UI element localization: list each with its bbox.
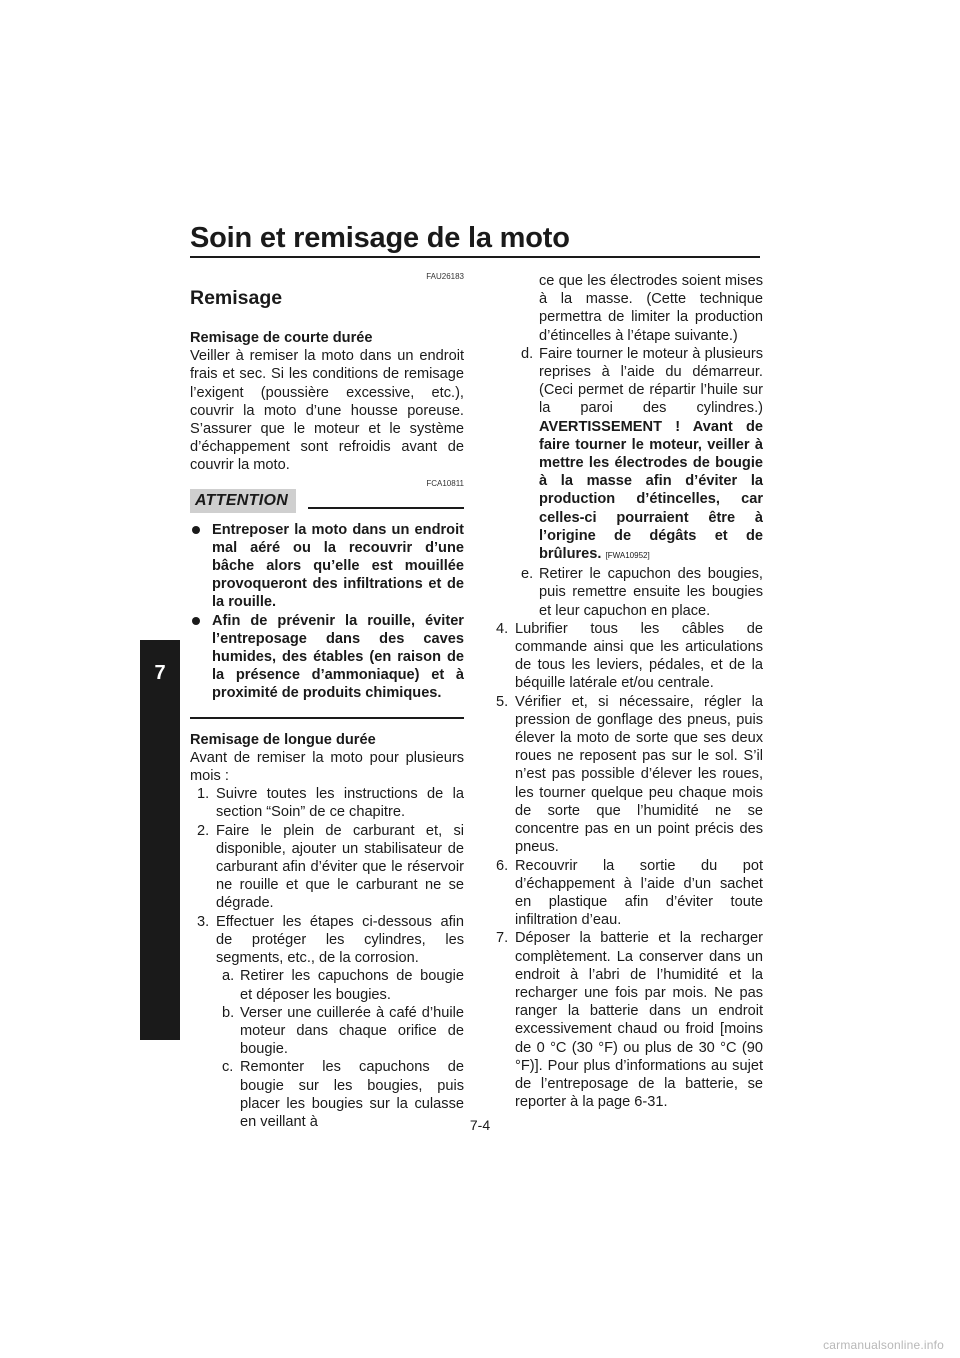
step-text: Déposer la batterie et la recharger complètement. La conserver dans un endroit à l’abri de l’humidité et la recharger une fois par mois. Ne pas ranger la batterie dans un endroit excessivement chaud ou froid [moins de 0 °C (30 °F) ou plus de 30 °C (90 °F)]. Pour plus d’informations au sujet de l’entreposage de la batterie, se reporter à la page 6-31. bbox=[515, 930, 763, 1111]
warning-code: [FWA10952] bbox=[605, 551, 650, 561]
substep-c-continued bbox=[489, 272, 763, 345]
chapter-tab: 7 bbox=[140, 640, 180, 1040]
step-number: 3. bbox=[197, 913, 210, 930]
step-2 bbox=[190, 822, 464, 913]
substep-letter: d. bbox=[521, 345, 534, 362]
step-number: 1. bbox=[197, 786, 210, 803]
warning-text: AVERTISSEMENT ! Avant de faire tourner le moteur, veiller à mettre les électrodes de bougie à la masse afin d’éviter la production d’étincelles, car celles-ci pourraient être à l’origine de dégâts et de brûlures. bbox=[539, 418, 763, 563]
substep-text: Retirer les capuchons de bougie et déposer les bougies. bbox=[240, 968, 464, 1003]
step-number: 7. bbox=[496, 930, 509, 947]
attention-label: ATTENTION bbox=[190, 489, 296, 513]
substep-text: Retirer le capuchon des bougies, puis remettre ensuite les bougies et leur capuchon en place. bbox=[539, 566, 763, 619]
attention-item: Afin de prévenir la rouille, éviter l’entreposage dans des caves humides, des étables (en raison de la présence d’ammoniaque) et à proximité de produits chimiques. bbox=[190, 612, 464, 703]
step-text: Recouvrir la sortie du pot d’échappement à l’aide d’un sachet en plastique afin d’éviter toute infiltration d’eau. bbox=[515, 857, 763, 929]
attention-rule bbox=[308, 507, 464, 509]
substep-letter: e. bbox=[521, 566, 534, 583]
step-text: Suivre toutes les instructions de la section “Soin” de ce chapitre. bbox=[216, 786, 464, 821]
step-1 bbox=[190, 785, 464, 821]
short-storage-text: Veiller à remiser la moto dans un endroit frais et sec. Si les conditions de remisage l’exigent (poussière excessive, etc.), couvrir la moto d’une housse poreuse. S’assurer que le moteur et le système d’échappement sont refroidis avant de couvrir la moto. bbox=[190, 348, 464, 474]
substep-d bbox=[489, 345, 763, 565]
left-column bbox=[190, 272, 464, 1131]
attention-box bbox=[190, 489, 464, 719]
step-6 bbox=[489, 857, 763, 930]
footer-watermark-link[interactable]: carmanualsonline.info bbox=[823, 1338, 944, 1352]
attention-list bbox=[190, 521, 464, 703]
substep-text: Faire tourner le moteur à plusieurs reprises à l’aide du démarreur. (Ceci permet de répartir l’huile sur la paroi des cylindres.) bbox=[539, 345, 763, 417]
step-text: Vérifier et, si nécessaire, régler la pression de gonflage des pneus, puis élever la moto de sorte que ses deux roues ne reposent pas sur le sol. S’il n’est pas possible d’élever les roues, les tourner quelque peu chaque mois de sorte que l’humidité ne se concentre pas en un point précis des pneus. bbox=[515, 693, 763, 856]
section-code: FAU26183 bbox=[426, 272, 464, 281]
step-number: 5. bbox=[496, 693, 509, 710]
step-number: 2. bbox=[197, 822, 210, 839]
substep-e bbox=[489, 565, 763, 620]
attention-item: Entreposer la moto dans un endroit mal aéré ou la recouvrir d’une bâche alors qu’elle est mouillée provoqueront des infiltrations et de la rouille. bbox=[190, 521, 464, 612]
section-title: Remisage bbox=[190, 287, 283, 309]
attention-end-rule bbox=[190, 717, 464, 719]
step-number: 4. bbox=[496, 620, 509, 637]
substep-text: Remonter les capuchons de bougie sur les bougies, puis placer les bougies sur la culasse en veillant à bbox=[240, 1059, 464, 1130]
long-storage-heading: Remisage de longue durée bbox=[190, 731, 376, 748]
substep-letter: a. bbox=[222, 968, 235, 985]
long-storage-intro: Avant de remiser la moto pour plusieurs mois : bbox=[190, 749, 464, 785]
step-number: 6. bbox=[496, 857, 509, 874]
step-text: Effectuer les étapes ci-dessous afin de protéger les cylindres, les segments, etc., de la corrosion. bbox=[216, 913, 464, 967]
right-column bbox=[489, 272, 763, 1111]
step-text: Faire le plein de carburant et, si disponible, ajouter un stabilisateur de carburant afin d’éviter que le réservoir ne rouille et que le carburant ne se dégrade. bbox=[216, 822, 464, 912]
attention-header bbox=[190, 489, 464, 513]
substep-text: Verser une cuillerée à café d’huile moteur dans chaque orifice de bougie. bbox=[240, 1004, 464, 1058]
title-rule bbox=[190, 256, 760, 258]
step-5 bbox=[489, 693, 763, 857]
substep-a bbox=[190, 967, 464, 1003]
substep-letter: c. bbox=[222, 1059, 234, 1076]
step-7 bbox=[489, 929, 763, 1111]
step-4 bbox=[489, 620, 763, 693]
page-number: 7-4 bbox=[469, 1117, 491, 1133]
attention-code: FCA10811 bbox=[426, 478, 464, 488]
short-storage-heading: Remisage de courte durée bbox=[190, 330, 373, 346]
substep-letter: b. bbox=[222, 1004, 235, 1021]
substep-b bbox=[190, 1004, 464, 1059]
step-text: Lubrifier tous les câbles de commande ainsi que les articulations de tous les leviers, pédales, et de la béquille latérale et/ou centrale. bbox=[515, 620, 763, 692]
step-3 bbox=[190, 913, 464, 968]
page-title: Soin et remisage de la moto bbox=[190, 222, 570, 254]
substep-text: ce que les électrodes soient mises à la masse. (Cette technique permettra de limiter la production d’étincelles à l’étape suivante.) bbox=[539, 273, 763, 344]
